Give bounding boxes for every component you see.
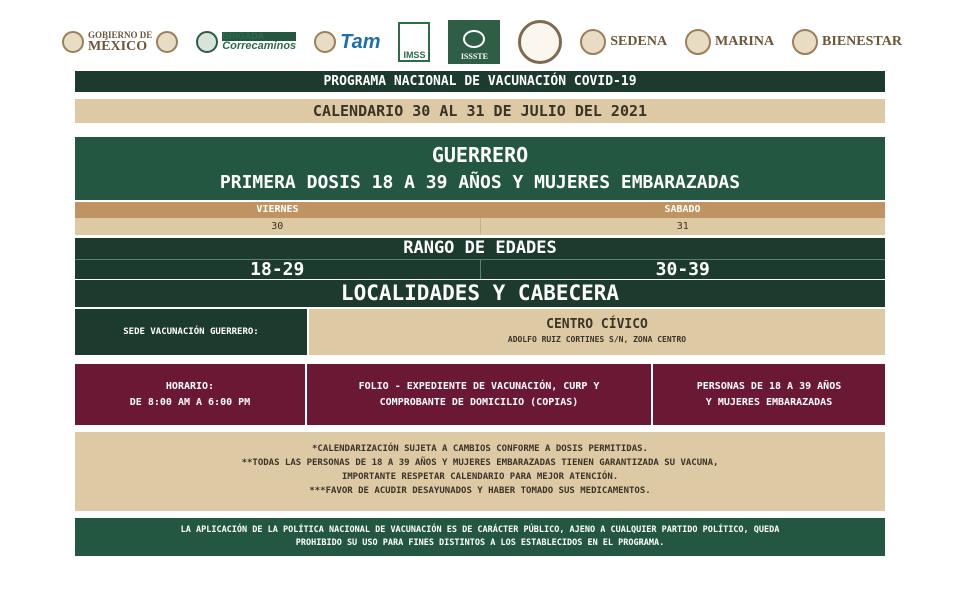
age-ranges-row (75, 259, 885, 279)
day-name: VIERNES (256, 204, 299, 215)
day-dates-row (75, 218, 885, 235)
notes-box (75, 432, 885, 511)
documents-cell: FOLIO - EXPEDIENTE DE VACUNACIÓN, CURP Y COMPROBANTE DE DOMICILIO (COPIAS) (307, 364, 653, 425)
gobierno-line1: GOBIERNO DE (88, 29, 153, 40)
marina-logo (685, 29, 774, 55)
state-seal-icon (314, 31, 336, 53)
day-name: SABADO (664, 204, 701, 215)
venue-name: CENTRO CÍVICO (546, 317, 648, 332)
venue-label: SEDE VACUNACIÓN GUERRERO: (75, 309, 309, 355)
main-header (75, 137, 885, 200)
age-range: 18-29 (75, 259, 481, 279)
brigada-line2: Correcaminos (222, 40, 297, 52)
eagle-seal-icon (518, 20, 562, 64)
state-name: GUERRERO (431, 143, 529, 167)
venue-row (75, 309, 885, 355)
brigada-line1: BRIGADA (222, 32, 296, 41)
bienestar-logo (792, 29, 902, 55)
bienestar-seal-icon (792, 29, 818, 55)
sedena-seal-icon (580, 29, 606, 55)
sedena-text: SEDENA (610, 34, 668, 49)
info-row (75, 364, 885, 425)
note-line: ***FAVOR DE ACUDIR DESAYUNADOS Y HABER TOMADO SUS MEDICAMENTOS. (309, 486, 651, 496)
age-range-title: RANGO DE EDADES (75, 238, 885, 259)
note-line: *CALENDARIZACIÓN SUJETA A CAMBIOS CONFORME A DOSIS PERMITIDAS. (312, 444, 648, 454)
venue-details (309, 309, 885, 355)
issste-text: ISSSTE (460, 52, 488, 61)
gobierno-mexico-logo (62, 31, 178, 54)
imss-eagle-icon (398, 22, 430, 62)
gobierno-line2: MÉXICO (88, 38, 148, 54)
tam-wordmark: Tam (340, 30, 381, 53)
roadrunner-icon (196, 31, 218, 53)
note-line: **TODAS LAS PERSONAS DE 18 A 39 AÑOS Y MUJERES EMBARAZADAS TIENEN GARANTIZADA SU VACUNA, (241, 458, 719, 468)
marina-seal-icon (685, 29, 711, 55)
age-range: 30-39 (481, 259, 886, 279)
localities-title: LOCALIDADES Y CABECERA (75, 280, 885, 307)
schedule-cell: HORARIO: DE 8:00 AM A 6:00 PM (75, 364, 307, 425)
note-line: IMPORTANTE RESPETAR CALENDARIO PARA MEJOR ATENCIÓN. (341, 472, 619, 482)
brigada-logo (196, 31, 296, 53)
bienestar-text: BIENESTAR (822, 34, 902, 49)
calendar-title: CALENDARIO 30 AL 31 DE JULIO DEL 2021 (75, 99, 885, 123)
footer-line: PROHIBIDO SU USO PARA FINES DISTINTOS A LOS ESTABLECIDOS EN EL PROGRAMA. (295, 538, 665, 548)
day-names-row (75, 202, 885, 218)
issste-logo (448, 20, 500, 64)
footer-disclaimer (75, 518, 885, 556)
footer-line: LA APLICACIÓN DE LA POLÍTICA NACIONAL DE VACUNACIÓN ES DE CARÁCTER PÚBLICO, AJENO A CUALQUIER PARTIDO POLÍTICO, QUEDA (180, 525, 780, 535)
logo-strip (62, 16, 902, 68)
imss-text: IMSS (403, 50, 426, 60)
day-date: 31 (676, 221, 689, 232)
sedena-logo (580, 29, 667, 55)
dose-line: PRIMERA DOSIS 18 A 39 AÑOS Y MUJERES EMBARAZADAS (219, 172, 741, 193)
gobierno-seal-icon (62, 31, 84, 53)
issste-emblem-icon (463, 30, 485, 48)
coat-of-arms-icon (156, 31, 178, 53)
marina-text: MARINA (715, 34, 775, 49)
issste-badge (448, 20, 500, 64)
day-date: 30 (75, 218, 481, 235)
imss-logo (398, 22, 430, 62)
tamaulipas-logo (314, 31, 380, 54)
eagle-seal-logo (518, 20, 562, 64)
people-cell: PERSONAS DE 18 A 39 AÑOS Y MUJERES EMBARAZADAS (653, 364, 885, 425)
program-title: PROGRAMA NACIONAL DE VACUNACIÓN COVID-19 (75, 71, 885, 92)
venue-address: ADOLFO RUIZ CORTINES S/N, ZONA CENTRO (507, 335, 687, 344)
